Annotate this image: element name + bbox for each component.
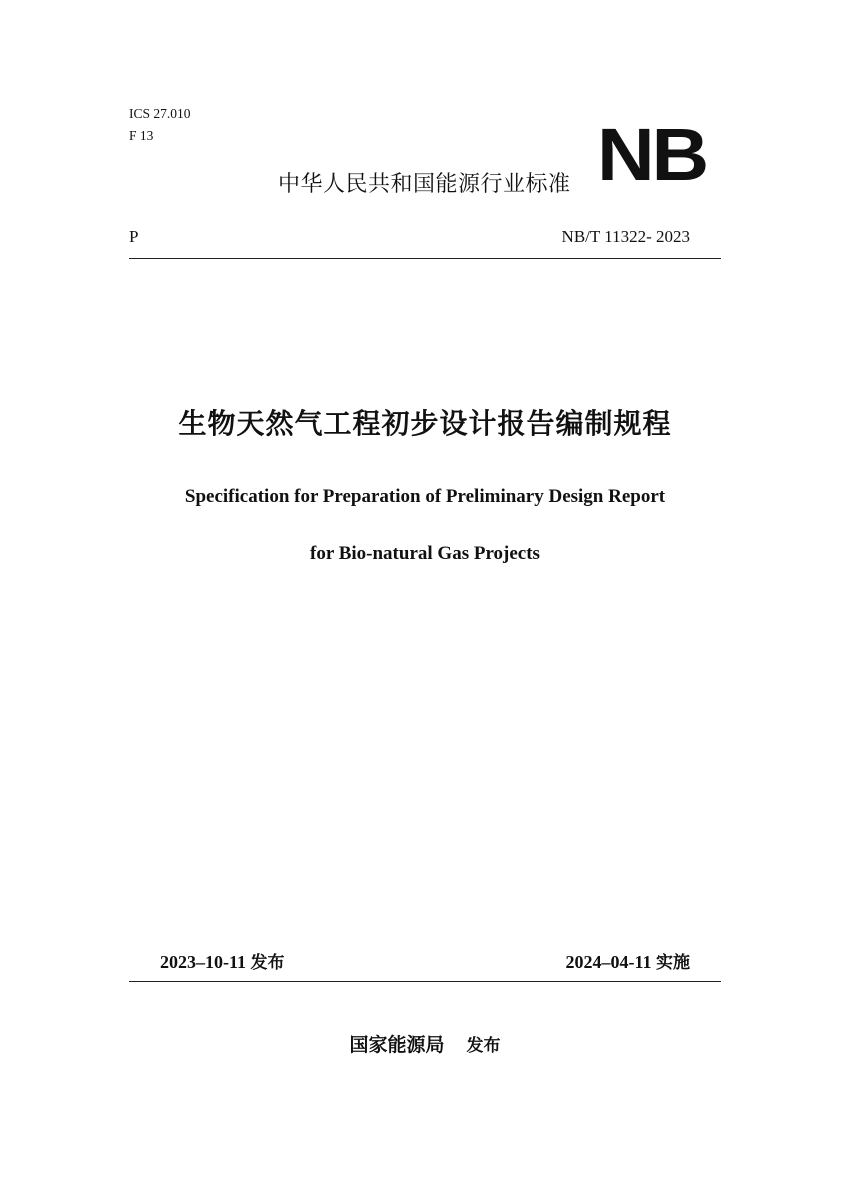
classification-mark: P xyxy=(129,227,139,246)
ics-code: ICS 27.010 xyxy=(129,106,191,121)
issuer-label: 发布 xyxy=(466,1036,501,1056)
issuer-block xyxy=(0,1030,850,1057)
implementation-date-block xyxy=(565,948,690,973)
standard-number: NB/T 11322- 2023 xyxy=(561,227,690,246)
issue-date-block xyxy=(160,948,285,973)
document-title-english-line-1: Specification for Preparation of Preliminary Design Report xyxy=(184,486,666,507)
nb-logo: NB xyxy=(597,113,706,196)
ccs-code: F 13 xyxy=(129,128,154,143)
header-divider xyxy=(129,258,721,259)
industry-standard-title: 中华人民共和国能源行业标准 xyxy=(278,172,571,197)
issue-label: 发布 xyxy=(250,953,285,973)
issuer-name: 国家能源局 xyxy=(349,1034,445,1056)
classification-codes xyxy=(129,104,191,148)
document-title-chinese: 生物天然气工程初步设计报告编制规程 xyxy=(178,407,672,440)
document-title-english-line-2: for Bio-natural Gas Projects xyxy=(310,543,540,564)
implementation-label: 实施 xyxy=(656,953,690,973)
footer-divider xyxy=(129,981,721,982)
issue-date: 2023–10-11 xyxy=(160,952,247,972)
implementation-date: 2024–04-11 xyxy=(565,952,652,972)
